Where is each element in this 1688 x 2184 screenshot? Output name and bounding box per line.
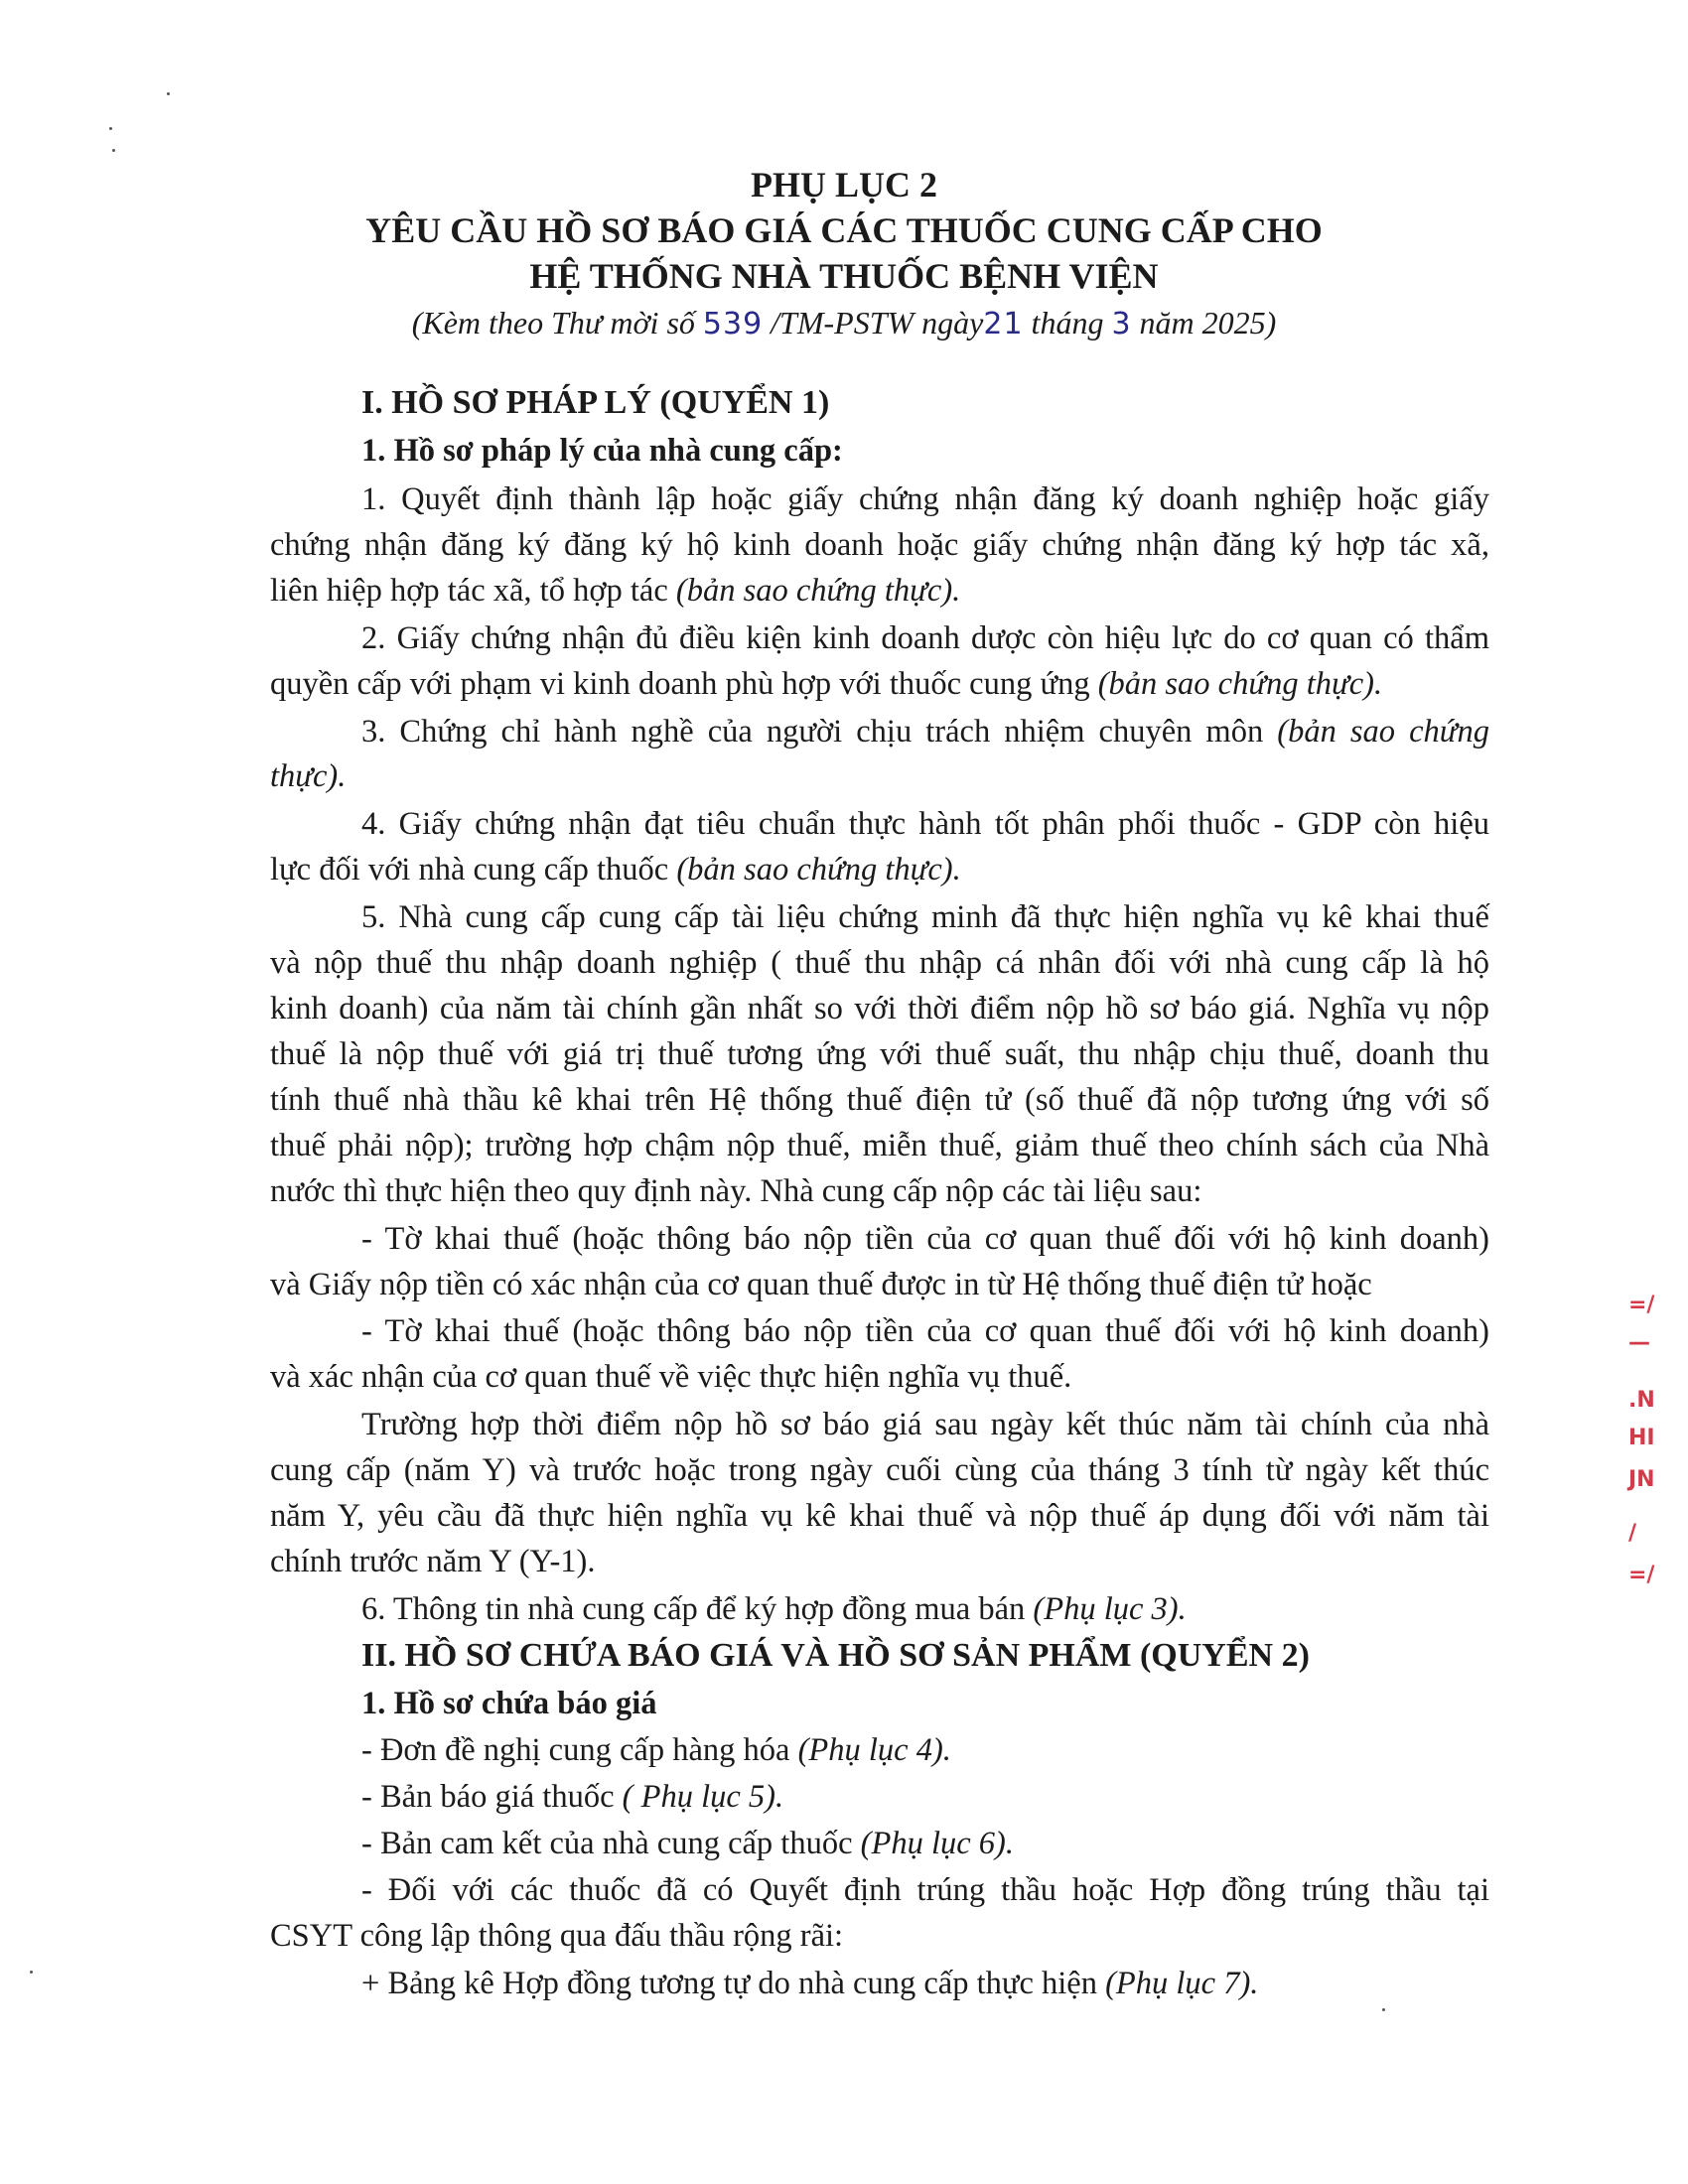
section2-item2-note: ( Phụ lục 5). xyxy=(622,1779,784,1815)
section2-item1-text: - Đơn đề nghị cung cấp hàng hóa xyxy=(361,1732,798,1768)
subtitle-mid: /TM-PSTW ngày xyxy=(771,305,984,341)
item5-line4: thuế là nộp thuế với giá trị thuế tương ứng với thuế suất, thu nhập chịu thuế, doanh thu xyxy=(270,1036,1489,1072)
item5-line3: kinh doanh) của năm tài chính gần nhất so với thời điểm nộp hồ sơ báo giá. Nghĩa vụ nộp xyxy=(270,991,1489,1026)
item1-line1: 1. Quyết định thành lập hoặc giấy chứng nhận đăng ký doanh nghiệp hoặc giấy xyxy=(361,481,1489,517)
item5-bullet2-line2: và xác nhận của cơ quan thuế về việc thực hiện nghĩa vụ thuế. xyxy=(270,1359,1072,1395)
section2-item4-line2: CSYT công lập thông qua đấu thầu rộng rãi: xyxy=(270,1918,844,1954)
item5-bullet1-line1: - Tờ khai thuế (hoặc thông báo nộp tiền của cơ quan thuế đối với hộ kinh doanh) xyxy=(361,1221,1489,1257)
section2-item3-note: (Phụ lục 6). xyxy=(860,1826,1014,1861)
item3-line1 xyxy=(361,712,1489,751)
item6-note: (Phụ lục 3). xyxy=(1033,1591,1187,1627)
item5-para-line3: năm Y, yêu cầu đã thực hiện nghĩa vụ kê khai thuế và nộp thuế áp dụng đối với năm tài xyxy=(270,1498,1489,1534)
item4-line2-text: lực đối với nhà cung cấp thuốc xyxy=(270,852,677,887)
scan-speck xyxy=(109,127,112,130)
item3-note: (bản sao chứng xyxy=(1277,714,1489,750)
item1-line2: chứng nhận đăng ký đăng ký hộ kinh doanh hoặc giấy chứng nhận đăng ký hợp tác xã, xyxy=(270,527,1489,563)
section2-item5-text: + Bảng kê Hợp đồng tương tự do nhà cung cấp thực hiện xyxy=(361,1966,1106,2001)
margin-stamp-mark: =/ xyxy=(1628,1563,1655,1587)
item3-note-cont: thực). xyxy=(270,758,347,794)
section2-item3-text: - Bản cam kết của nhà cung cấp thuốc xyxy=(361,1826,861,1861)
section2-item4-line1: - Đối với các thuốc đã có Quyết định trúng thầu hoặc Hợp đồng trúng thầu tại xyxy=(361,1872,1489,1908)
item5-para-line1: Trường hợp thời điểm nộp hồ sơ báo giá sau ngày kết thúc năm tài chính của nhà xyxy=(361,1407,1489,1442)
handwritten-letter-number: 539 xyxy=(702,307,764,341)
section1-heading: I. HỒ SƠ PHÁP LÝ (QUYỂN 1) xyxy=(361,384,830,421)
section2-item5 xyxy=(361,1964,1258,2003)
item2-line2-text: quyền cấp với phạm vi kinh doanh phù hợp với thuốc cung ứng xyxy=(270,666,1098,702)
item5-bullet1-line2: và Giấy nộp tiền có xác nhận của cơ quan thuế được in từ Hệ thống thuế điện tử hoặc xyxy=(270,1267,1372,1302)
item4-note: (bản sao chứng thực). xyxy=(676,852,961,887)
item5-para-line2: cung cấp (năm Y) và trước hoặc trong ngày cuối cùng của tháng 3 tính từ ngày kết thúc xyxy=(270,1452,1489,1488)
margin-stamp-mark: .N xyxy=(1628,1388,1655,1413)
scan-speck xyxy=(1382,2008,1385,2011)
section2-item1-note: (Phụ lục 4). xyxy=(797,1732,951,1768)
section2-item2-text: - Bản báo giá thuốc xyxy=(361,1779,623,1815)
subtitle-suffix: năm 2025) xyxy=(1139,305,1277,341)
item1-line3-text: liên hiệp hợp tác xã, tổ hợp tác xyxy=(270,573,676,609)
subtitle-month-word: tháng xyxy=(1031,305,1104,341)
item4-line1: 4. Giấy chứng nhận đạt tiêu chuẩn thực hành tốt phân phối thuốc - GDP còn hiệu xyxy=(361,806,1489,842)
section1-subheading: 1. Hồ sơ pháp lý của nhà cung cấp: xyxy=(361,433,843,469)
margin-stamp-mark: / xyxy=(1628,1521,1637,1546)
item3-line2 xyxy=(270,756,346,796)
item2-line1: 2. Giấy chứng nhận đủ điều kiện kinh doanh dược còn hiệu lực do cơ quan có thẩm xyxy=(361,620,1489,656)
item5-line7: nước thì thực hiện theo quy định này. Nhà cung cấp nộp các tài liệu sau: xyxy=(270,1173,1202,1209)
document-title-line2: HỆ THỐNG NHÀ THUỐC BỆNH VIỆN xyxy=(529,256,1159,296)
scan-speck xyxy=(167,92,170,95)
item4-line2 xyxy=(270,850,961,889)
section2-heading: II. HỒ SƠ CHỨA BÁO GIÁ VÀ HỒ SƠ SẢN PHẨM (QUYỂN 2) xyxy=(361,1637,1310,1674)
handwritten-day: 21 xyxy=(983,307,1024,341)
item5-para-line4: chính trước năm Y (Y-1). xyxy=(270,1544,596,1579)
appendix-title: PHỤ LỤC 2 xyxy=(751,165,937,205)
document-title-line1: YÊU CẦU HỒ SƠ BÁO GIÁ CÁC THUỐC CUNG CẤP CHO xyxy=(365,210,1323,250)
subtitle-prefix: (Kèm theo Thư mời số xyxy=(411,305,695,341)
item2-note: (bản sao chứng thực). xyxy=(1097,666,1383,702)
scan-speck xyxy=(112,149,115,152)
item5-line6: thuế phải nộp); trường hợp chậm nộp thuế, miễn thuế, giảm thuế theo chính sách của Nhà xyxy=(270,1128,1489,1163)
section2-item1 xyxy=(361,1730,951,1770)
margin-stamp-mark: JN xyxy=(1628,1467,1655,1492)
item5-bullet2-line1: - Tờ khai thuế (hoặc thông báo nộp tiền của cơ quan thuế đối với hộ kinh doanh) xyxy=(361,1313,1489,1349)
item6-line1 xyxy=(361,1589,1187,1629)
item6-text: 6. Thông tin nhà cung cấp để ký hợp đồng mua bán xyxy=(361,1591,1034,1627)
section2-subheading: 1. Hồ sơ chứa báo giá xyxy=(361,1686,657,1721)
section2-item2 xyxy=(361,1777,783,1817)
section2-item5-note: (Phụ lục 7). xyxy=(1105,1966,1259,2001)
item5-line1: 5. Nhà cung cấp cung cấp tài liệu chứng minh đã thực hiện nghĩa vụ kê khai thuế xyxy=(361,899,1489,935)
document-subtitle xyxy=(0,303,1688,344)
section2-item3 xyxy=(361,1824,1014,1863)
item1-line3 xyxy=(270,571,960,611)
item5-line5: tính thuế nhà thầu kê khai trên Hệ thống thuế điện tử (số thuế đã nộp tương ứng với số xyxy=(270,1082,1489,1118)
item2-line2 xyxy=(270,664,1382,704)
item1-note: (bản sao chứng thực). xyxy=(675,573,961,609)
scan-speck xyxy=(30,1971,33,1974)
item3-line1-text: 3. Chứng chỉ hành nghề của người chịu trách nhiệm chuyên môn xyxy=(361,714,1278,750)
margin-stamp-mark: — xyxy=(1628,1330,1650,1355)
handwritten-month: 3 xyxy=(1111,307,1132,341)
margin-stamp-mark: HI xyxy=(1628,1426,1655,1450)
margin-stamp-mark: =/ xyxy=(1628,1293,1655,1317)
item5-line2: và nộp thuế thu nhập doanh nghiệp ( thuế thu nhập cá nhân đối với nhà cung cấp là hộ xyxy=(270,945,1489,981)
